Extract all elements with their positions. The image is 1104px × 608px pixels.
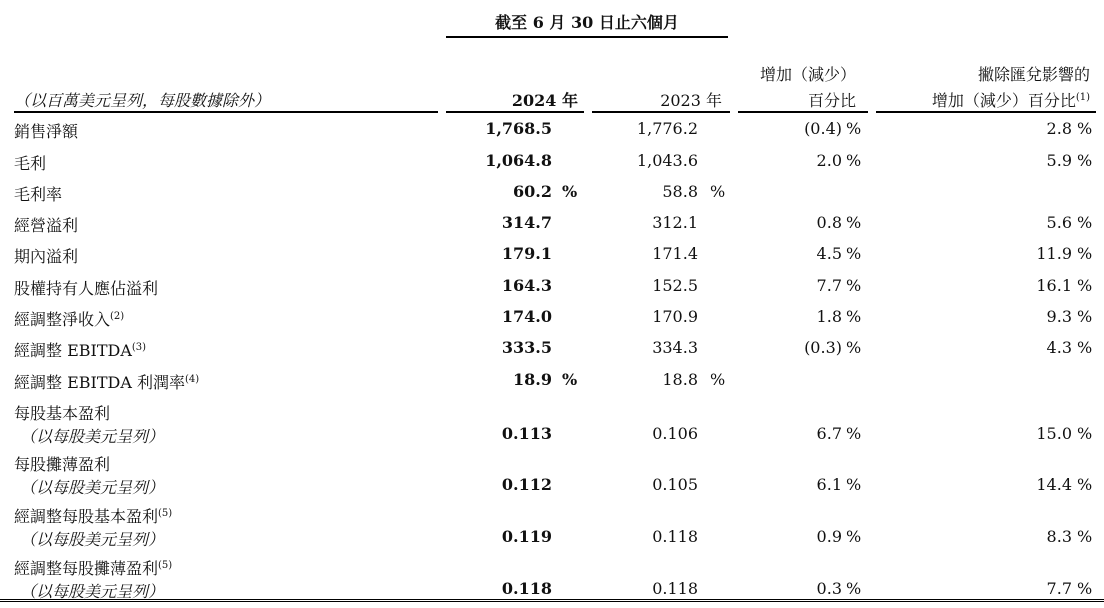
change-percent-sign: % [846, 579, 862, 598]
row-label-text: 每股攤薄盈利 [14, 455, 111, 474]
row-label [14, 504, 172, 527]
change-percent-sign: % [846, 424, 862, 443]
col-header-2024: 2024 年 [511, 91, 578, 110]
constant-currency-change: 5.9 [1046, 151, 1072, 170]
period-header: 截至 6 月 30 日止六個月 [495, 13, 679, 32]
row-label [14, 370, 199, 393]
value-2024: 18.9 [513, 370, 552, 389]
constant-currency-percent-sign: % [1077, 579, 1093, 598]
value-2023: 58.8 [662, 182, 698, 201]
change-percent-sign: % [846, 527, 862, 546]
change-percent: 1.8 [816, 307, 842, 326]
constant-currency-change: 2.8 [1046, 119, 1072, 138]
change-percent-sign: % [846, 244, 862, 263]
value-2023: 0.118 [652, 579, 698, 598]
row-label-text: 經調整 EBITDA 利潤率 [14, 373, 185, 392]
row-label-text: 股權持有人應佔溢利 [14, 279, 159, 298]
bottom-rule [0, 599, 1104, 602]
header-rule-label [14, 111, 438, 113]
value-2023: 334.3 [652, 338, 698, 357]
value-2024: 314.7 [501, 213, 552, 232]
value-2023: 1,776.2 [636, 119, 698, 138]
row-sublabel: （以每股美元呈列） [20, 478, 165, 497]
row-label [14, 307, 124, 330]
change-percent-sign: % [846, 119, 862, 138]
row-label-text: 經調整淨收入 [14, 310, 111, 329]
row-label-text: 毛利 [14, 154, 47, 173]
change-percent: (0.4) [804, 119, 842, 138]
change-percent-sign: % [846, 475, 862, 494]
row-label-text: 經調整 EBITDA [14, 341, 132, 360]
row-label [14, 452, 110, 475]
row-sublabel: （以每股美元呈列） [20, 582, 165, 601]
value-2024: 179.1 [501, 244, 552, 263]
row-label [14, 182, 62, 205]
change-percent: 2.0 [816, 151, 842, 170]
row-footnote-ref: (5) [158, 560, 173, 571]
value-2024: 164.3 [501, 276, 552, 295]
row-label [14, 401, 110, 424]
value-2023: 152.5 [652, 276, 698, 295]
col-header-cc-line2-text: 增加（減少）百分比 [931, 91, 1076, 110]
value-2024: 0.119 [501, 527, 552, 546]
col-header-cc-line2 [932, 88, 1090, 111]
constant-currency-percent-sign: % [1077, 119, 1093, 138]
header-rule-change [738, 111, 868, 113]
row-label-text: 期內溢利 [14, 247, 79, 266]
change-percent-sign: % [846, 151, 862, 170]
row-label-text: 經營溢利 [14, 216, 79, 235]
constant-currency-change: 14.4 [1036, 475, 1072, 494]
constant-currency-change: 4.3 [1046, 338, 1072, 357]
col-header-change-line1: 增加（減少） [759, 65, 856, 84]
col-header-cc-line1: 撇除匯兌影響的 [977, 65, 1090, 84]
row-label-text: 銷售淨額 [14, 122, 79, 141]
change-percent-sign: % [846, 276, 862, 295]
header-rule-cc [876, 111, 1096, 113]
change-percent: 0.8 [816, 213, 842, 232]
change-percent: 0.3 [816, 579, 842, 598]
row-footnote-ref: (5) [158, 508, 173, 519]
value-2023: 18.8 [662, 370, 698, 389]
change-percent: 4.5 [816, 244, 842, 263]
row-label-text: 經調整每股攤薄盈利 [14, 559, 159, 578]
value-2023: 1,043.6 [636, 151, 698, 170]
value-2024: 0.112 [501, 475, 552, 494]
value-2024: 1,768.5 [485, 119, 552, 138]
row-footnote-ref: (2) [110, 311, 125, 322]
constant-currency-change: 8.3 [1046, 527, 1072, 546]
row-label-text: 經調整每股基本盈利 [14, 507, 159, 526]
change-percent-sign: % [846, 213, 862, 232]
constant-currency-percent-sign: % [1077, 338, 1093, 357]
change-percent-sign: % [846, 307, 862, 326]
value-2024: 174.0 [501, 307, 552, 326]
change-percent: 6.7 [816, 424, 842, 443]
header-rule-2023 [592, 111, 730, 113]
value-2024: 1,064.8 [485, 151, 552, 170]
value-2024: 0.118 [501, 579, 552, 598]
change-percent: 7.7 [816, 276, 842, 295]
constant-currency-change: 16.1 [1036, 276, 1072, 295]
row-label [14, 276, 158, 299]
constant-currency-change: 11.9 [1036, 244, 1072, 263]
constant-currency-change: 15.0 [1036, 424, 1072, 443]
period-rule [446, 36, 728, 38]
row-label-text: 毛利率 [14, 185, 63, 204]
constant-currency-percent-sign: % [1077, 527, 1093, 546]
row-sublabel: （以每股美元呈列） [20, 427, 165, 446]
constant-currency-change: 5.6 [1046, 213, 1072, 232]
change-percent: 0.9 [816, 527, 842, 546]
constant-currency-percent-sign: % [1077, 276, 1093, 295]
col-header-change-line2: 百分比 [807, 91, 856, 110]
constant-currency-change: 9.3 [1046, 307, 1072, 326]
col-header-2023: 2023 年 [660, 91, 722, 110]
header-rule-2024 [446, 111, 584, 113]
row-footnote-ref: (4) [185, 374, 200, 385]
constant-currency-percent-sign: % [1077, 475, 1093, 494]
change-percent: 6.1 [816, 475, 842, 494]
constant-currency-percent-sign: % [1077, 244, 1093, 263]
value-2024-percent: % [562, 370, 578, 389]
unit-note: （以百萬美元呈列，每股數據除外） [14, 91, 271, 110]
col-header-cc-note: (1) [1075, 92, 1090, 103]
constant-currency-percent-sign: % [1077, 213, 1093, 232]
row-footnote-ref: (3) [131, 342, 147, 353]
value-2023-percent: % [710, 182, 726, 201]
value-2023: 170.9 [652, 307, 698, 326]
change-percent-sign: % [846, 338, 862, 357]
value-2023: 312.1 [652, 213, 698, 232]
row-label [14, 213, 78, 236]
constant-currency-percent-sign: % [1077, 151, 1093, 170]
value-2023: 0.118 [652, 527, 698, 546]
row-label [14, 338, 146, 361]
value-2024: 60.2 [513, 182, 552, 201]
row-sublabel: （以每股美元呈列） [20, 530, 165, 549]
constant-currency-percent-sign: % [1077, 307, 1093, 326]
value-2023: 171.4 [652, 244, 698, 263]
row-label [14, 556, 172, 579]
value-2024-percent: % [562, 182, 578, 201]
change-percent: (0.3) [804, 338, 842, 357]
value-2023: 0.105 [652, 475, 698, 494]
constant-currency-percent-sign: % [1077, 424, 1093, 443]
value-2023-percent: % [710, 370, 726, 389]
value-2023: 0.106 [652, 424, 698, 443]
value-2024: 333.5 [501, 338, 552, 357]
constant-currency-change: 7.7 [1046, 579, 1072, 598]
row-label-text: 每股基本盈利 [14, 404, 111, 423]
row-label [14, 244, 78, 267]
row-label [14, 119, 78, 142]
row-label [14, 151, 46, 174]
value-2024: 0.113 [501, 424, 552, 443]
